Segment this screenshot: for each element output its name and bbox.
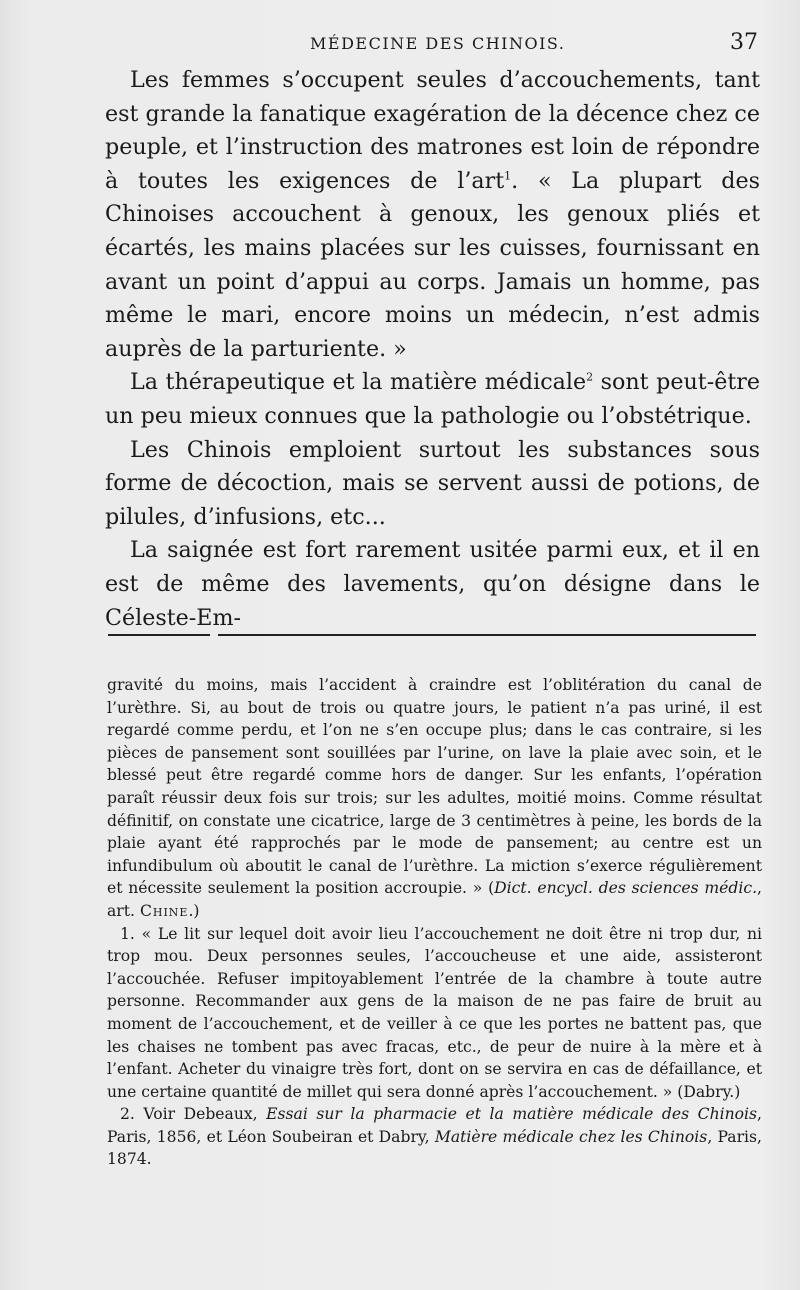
paragraph-3: Les Chinois emploient surtout les substances sous forme de décoction, mais se servent aussi de potions, de pilules, d’infusions, etc... [105,436,760,530]
footnote-2 [107,1103,762,1171]
paragraph-1-text: Les femmes s’occupent seules d’accouchements, tant est grande la fanatique exagération de la décence chez ce peuple, et l’instruction des matrones est loin de répondre à toutes les exigences de l’art [105,67,760,194]
paragraph-4: La saignée est fort rarement usitée parmi eux, et il en est de même des lavements, qu’on désigne dans le Céleste-Em- [105,537,760,631]
page-header [105,30,760,60]
footnote-1: 1. « Le lit sur lequel doit avoir lieu l’accouchement ne doit être ni trop dur, ni trop mou. Deux personnes seules, l’accoucheuse et une aide, assisteront l’accouchée. Refuser impitoyablement l’entrée de la chambre à toute autre personne. Recommander aux gens de la maison de ne pas faire de bruit au moment de l’accouchement, et de veiller à ce que les portes ne battent pas, que les chaises ne tombent pas avec fracas, etc., de peur de nuire à la mère et à l’enfant. Acheter du vinaigre très fort, dont on se servira en cas de défaillance, et une certaine quantité de millet qui sera donné après l’accouchement. » (Dabry.) [107,924,762,1101]
divider-segment-long [218,634,756,636]
main-text [105,64,760,635]
footnote-divider [108,634,756,636]
citation-dict: Dict. encycl. des sciences médic. [494,879,758,898]
paragraph-2-text: La thérapeutique et la matière médicale [130,369,587,396]
paragraph-2 [105,366,760,433]
citation-close: .) [188,901,200,920]
footnote-continuation-text: gravité du moins, mais l’accident à craindre est l’oblitération du canal de l’urèthre. Si, au bout de trois ou quatre jours, le patient n’a pas uriné, il est regardé comme perdu, et l’on ne s’en occupe plus; dans le cas contraire, si les pièces de pansement sont souillées par l’urine, on lave la plaie avec soin, et le blessé peut être regardé comme hors de danger. Sur les enfants, l’opération paraît réussir deux fois sur trois; sur les adultes, moitié moins. Comme résultat définitif, on constate une cicatrice, large de 3 centimètres à peine, les bords de la plaie ayant été rapprochés par le mode de pansement; au centre est un infundibulum où aboutit le canal de l’urèthre. La miction s’exerce régulièrement et nécessite seulement la position accroupie. » ( [107,676,762,898]
citation-article-name: Chine [139,901,189,920]
paragraph-2-tail: sont peut-être un peu mieux connues que la pathologie ou l’obstétrique. [105,369,760,429]
footnote-2-title-1: Essai sur la pharmacie et la matière médicale des Chinois [266,1105,758,1124]
footnotes [107,674,762,1171]
footnote-2-middle: , Paris, 1856, et Léon Soubeiran et Dabry, [107,1105,762,1146]
paragraph-1-tail: . « La plupart des Chinoises accouchent à genoux, les genoux pliés et écartés, les mains placées sur les cuisses, fournissant en avant un point d’appui au corps. Jamais un homme, pas même le mari, encore moins un médecin, n’est admis auprès de la parturiente. » [105,167,761,362]
footnote-ref-2: 2 [586,370,594,384]
citation-art: , art. [107,879,762,920]
divider-segment-short [108,634,210,636]
footnote-2-intro: 2. Voir Debeaux, [120,1105,267,1124]
footnote-2-end: , Paris, 1874. [107,1127,762,1169]
footnote-ref-1: 1 [504,169,512,183]
page-number: 37 [730,30,758,55]
paragraph-1 [105,64,760,366]
running-title: MÉDECINE DES CHINOIS. [310,34,566,53]
footnote-continuation [107,674,762,923]
footnote-2-title-2: Matière médicale chez les Chinois [434,1127,708,1146]
